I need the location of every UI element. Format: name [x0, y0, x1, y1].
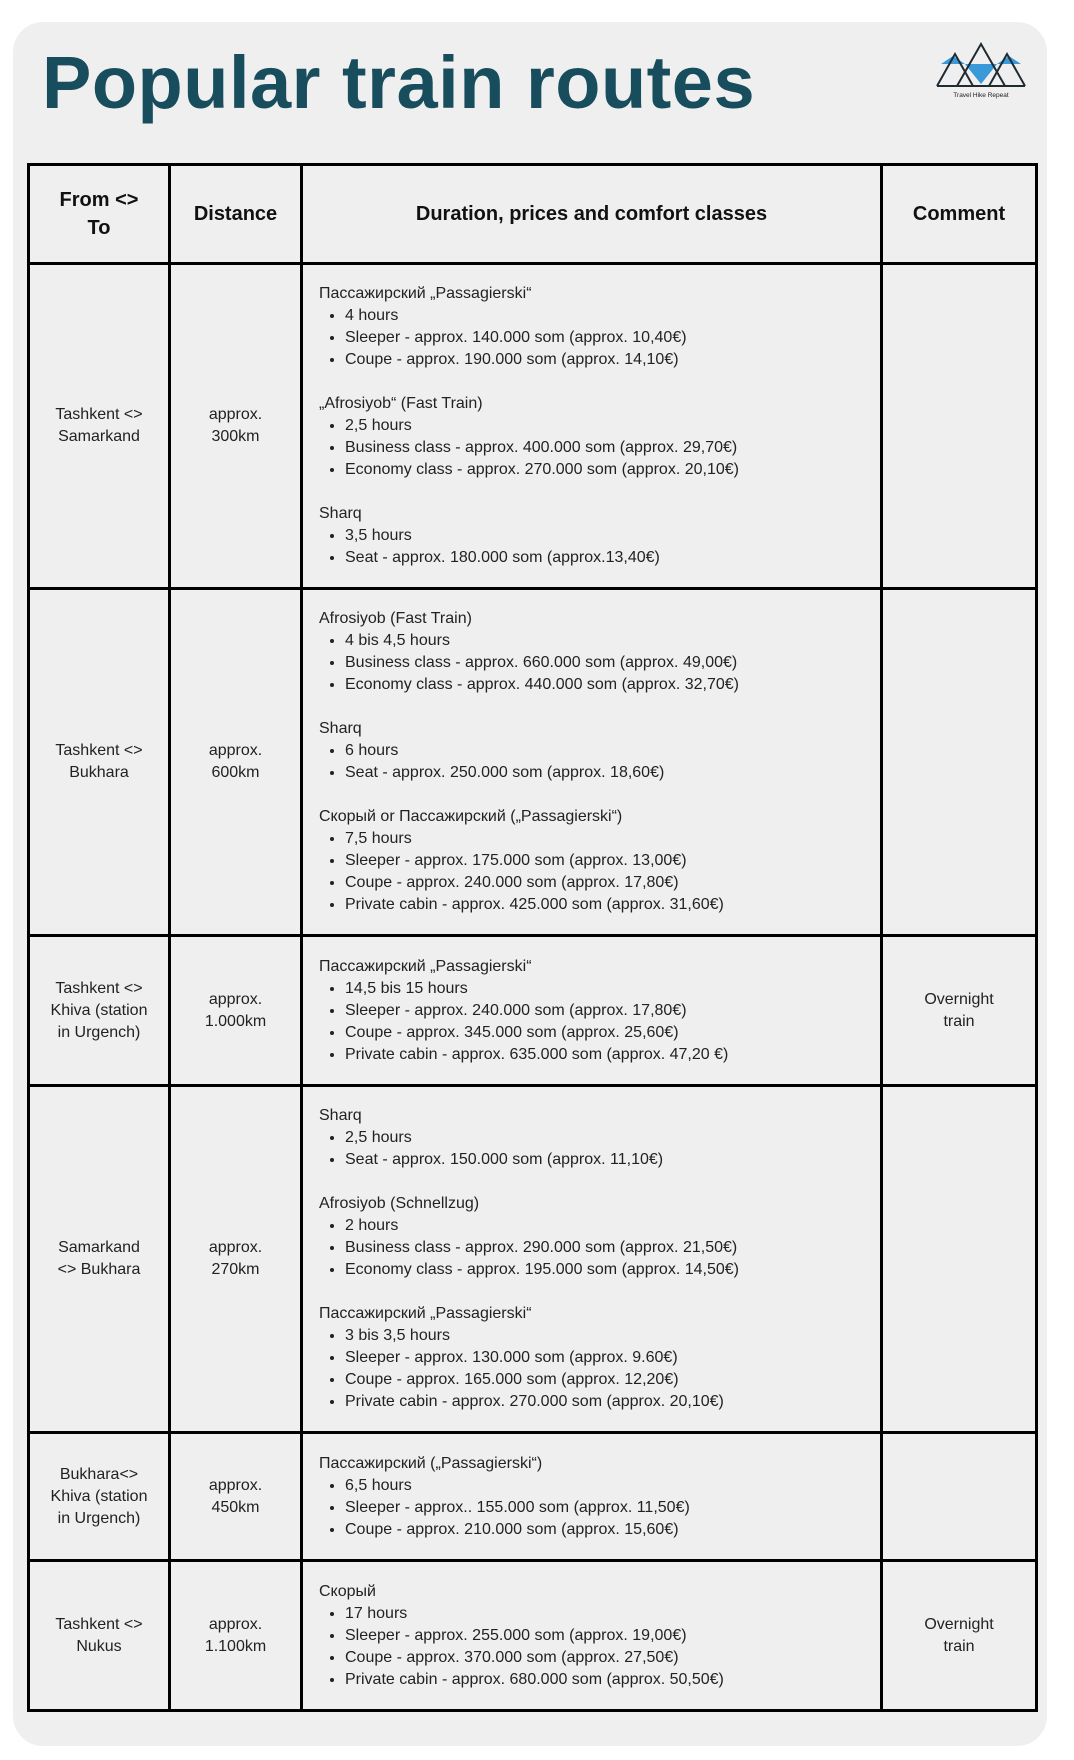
- list-item: • 17 hours: [345, 1603, 864, 1625]
- train-name: Sharq: [319, 720, 362, 737]
- travel-hike-repeat-logo: [935, 42, 1027, 104]
- train-name: Afrosiyob (Schnellzug): [319, 1195, 480, 1212]
- list-item: • Private cabin - approx. 680.000 som (approx. 50,50€): [345, 1669, 864, 1691]
- comment-cell: Overnight train: [882, 1561, 1037, 1711]
- distance-cell: approx. 450km: [170, 1433, 302, 1561]
- distance-cell: approx. 600km: [170, 589, 302, 936]
- table-row: [29, 1561, 1037, 1711]
- list-item: • 3,5 hours: [345, 525, 864, 547]
- train-name: Пассажирский „Passagierski“: [319, 957, 532, 975]
- train-name: Sharq: [319, 1107, 362, 1124]
- comment-cell: [882, 589, 1037, 936]
- list-item: • Sleeper - approx. 140.000 som (approx. 10,40€): [345, 327, 864, 349]
- train-details-list: [319, 305, 864, 371]
- train-name: Скорый or Пассажирский („Passagierski“): [319, 808, 623, 825]
- page-title: Popular train routes: [42, 41, 756, 124]
- mountains-icon: [935, 42, 1027, 92]
- logo-text: Travel Hike Repeat: [953, 92, 1009, 99]
- list-item: • Seat - approx. 250.000 som (approx. 18,60€): [345, 762, 864, 784]
- list-item: • Private cabin - approx. 425.000 som (approx. 31,60€): [345, 894, 864, 916]
- distance-cell: approx. 270km: [170, 1086, 302, 1433]
- list-item: • 4 bis 4,5 hours: [345, 630, 864, 652]
- train-group: [319, 1581, 864, 1691]
- route-cell: Bukhara<> Khiva (station in Urgench): [29, 1433, 170, 1561]
- header-duration: Duration, prices and comfort classes: [302, 165, 882, 264]
- train-details-list: [319, 525, 864, 569]
- list-item: • Coupe - approx. 165.000 som (approx. 12,20€): [345, 1369, 864, 1391]
- route-cell: Tashkent <> Nukus: [29, 1561, 170, 1711]
- header-comment: Comment: [882, 165, 1037, 264]
- comment-cell: [882, 264, 1037, 589]
- train-details-list: [319, 415, 864, 481]
- train-details-list: [319, 1603, 864, 1691]
- distance-cell: approx. 1.000km: [170, 936, 302, 1086]
- train-group: [319, 718, 864, 784]
- route-cell: Samarkand <> Bukhara: [29, 1086, 170, 1433]
- list-item: • 4 hours: [345, 305, 864, 327]
- details-cell: [302, 1433, 882, 1561]
- list-item: • Private cabin - approx. 635.000 som (approx. 47,20 €): [345, 1044, 864, 1066]
- train-details-list: [319, 1127, 864, 1171]
- table-row: [29, 589, 1037, 936]
- train-group: [319, 806, 864, 916]
- train-group: [319, 1303, 864, 1413]
- list-item: • Seat - approx. 180.000 som (approx.13,40€): [345, 547, 864, 569]
- list-item: • 14,5 bis 15 hours: [345, 978, 864, 1000]
- table-row: [29, 264, 1037, 589]
- train-details-list: [319, 1325, 864, 1413]
- comment-cell: Overnight train: [882, 936, 1037, 1086]
- list-item: • Business class - approx. 400.000 som (approx. 29,70€): [345, 437, 864, 459]
- header-from-to: From <> To: [29, 165, 170, 264]
- list-item: • Sleeper - approx. 240.000 som (approx. 17,80€): [345, 1000, 864, 1022]
- distance-cell: approx. 1.100km: [170, 1561, 302, 1711]
- table-row: [29, 1086, 1037, 1433]
- details-cell: [302, 1561, 882, 1711]
- list-item: • Business class - approx. 660.000 som (approx. 49,00€): [345, 652, 864, 674]
- train-group: [319, 503, 864, 569]
- route-cell: Tashkent <> Samarkand: [29, 264, 170, 589]
- details-cell: [302, 936, 882, 1086]
- train-group: [319, 393, 864, 481]
- list-item: • Sleeper - approx. 255.000 som (approx. 19,00€): [345, 1625, 864, 1647]
- train-name: Скорый: [319, 1582, 376, 1600]
- list-item: • 2 hours: [345, 1215, 864, 1237]
- train-group: [319, 1105, 864, 1171]
- list-item: • 6 hours: [345, 740, 864, 762]
- train-details-list: [319, 828, 864, 916]
- list-item: • Sleeper - approx. 130.000 som (approx. 9.60€): [345, 1347, 864, 1369]
- train-group: [319, 956, 864, 1066]
- details-cell: [302, 589, 882, 936]
- details-cell: [302, 1086, 882, 1433]
- train-name: Пассажирский („Passagierski“): [319, 1454, 543, 1472]
- list-item: • Coupe - approx. 210.000 som (approx. 15,60€): [345, 1519, 864, 1541]
- train-name: Пассажирский „Passagierski“: [319, 1305, 532, 1322]
- list-item: • Private cabin - approx. 270.000 som (approx. 20,10€): [345, 1391, 864, 1413]
- table-row: [29, 1433, 1037, 1561]
- train-name: Sharq: [319, 505, 362, 522]
- details-cell: [302, 264, 882, 589]
- list-item: • Coupe - approx. 370.000 som (approx. 27,50€): [345, 1647, 864, 1669]
- list-item: • 3 bis 3,5 hours: [345, 1325, 864, 1347]
- comment-cell: [882, 1433, 1037, 1561]
- list-item: • Economy class - approx. 195.000 som (approx. 14,50€): [345, 1259, 864, 1281]
- list-item: • Coupe - approx. 240.000 som (approx. 17,80€): [345, 872, 864, 894]
- comment-cell: [882, 1086, 1037, 1433]
- train-name: Afrosiyob (Fast Train): [319, 610, 472, 627]
- train-details-list: [319, 1475, 864, 1541]
- train-details-list: [319, 1215, 864, 1281]
- list-item: • Economy class - approx. 440.000 som (approx. 32,70€): [345, 674, 864, 696]
- train-group: [319, 1453, 864, 1541]
- list-item: • 6,5 hours: [345, 1475, 864, 1497]
- train-routes-table: [27, 163, 1038, 1712]
- list-item: • Sleeper - approx.. 155.000 som (approx. 11,50€): [345, 1497, 864, 1519]
- list-item: • 2,5 hours: [345, 415, 864, 437]
- route-cell: Tashkent <> Bukhara: [29, 589, 170, 936]
- distance-cell: approx. 300km: [170, 264, 302, 589]
- route-cell: Tashkent <> Khiva (station in Urgench): [29, 936, 170, 1086]
- train-group: [319, 283, 864, 371]
- header-distance: Distance: [170, 165, 302, 264]
- train-details-list: [319, 740, 864, 784]
- list-item: • Sleeper - approx. 175.000 som (approx. 13,00€): [345, 850, 864, 872]
- train-name: „Afrosiyob“ (Fast Train): [319, 395, 483, 412]
- list-item: • Coupe - approx. 345.000 som (approx. 25,60€): [345, 1022, 864, 1044]
- list-item: • 7,5 hours: [345, 828, 864, 850]
- train-details-list: [319, 978, 864, 1066]
- train-group: [319, 608, 864, 696]
- table-row: [29, 936, 1037, 1086]
- list-item: • Business class - approx. 290.000 som (approx. 21,50€): [345, 1237, 864, 1259]
- list-item: • 2,5 hours: [345, 1127, 864, 1149]
- train-name: Пассажирский „Passagierski“: [319, 285, 532, 302]
- train-details-list: [319, 630, 864, 696]
- list-item: • Economy class - approx. 270.000 som (approx. 20,10€): [345, 459, 864, 481]
- train-group: [319, 1193, 864, 1281]
- list-item: • Coupe - approx. 190.000 som (approx. 14,10€): [345, 349, 864, 371]
- list-item: • Seat - approx. 150.000 som (approx. 11,10€): [345, 1149, 864, 1171]
